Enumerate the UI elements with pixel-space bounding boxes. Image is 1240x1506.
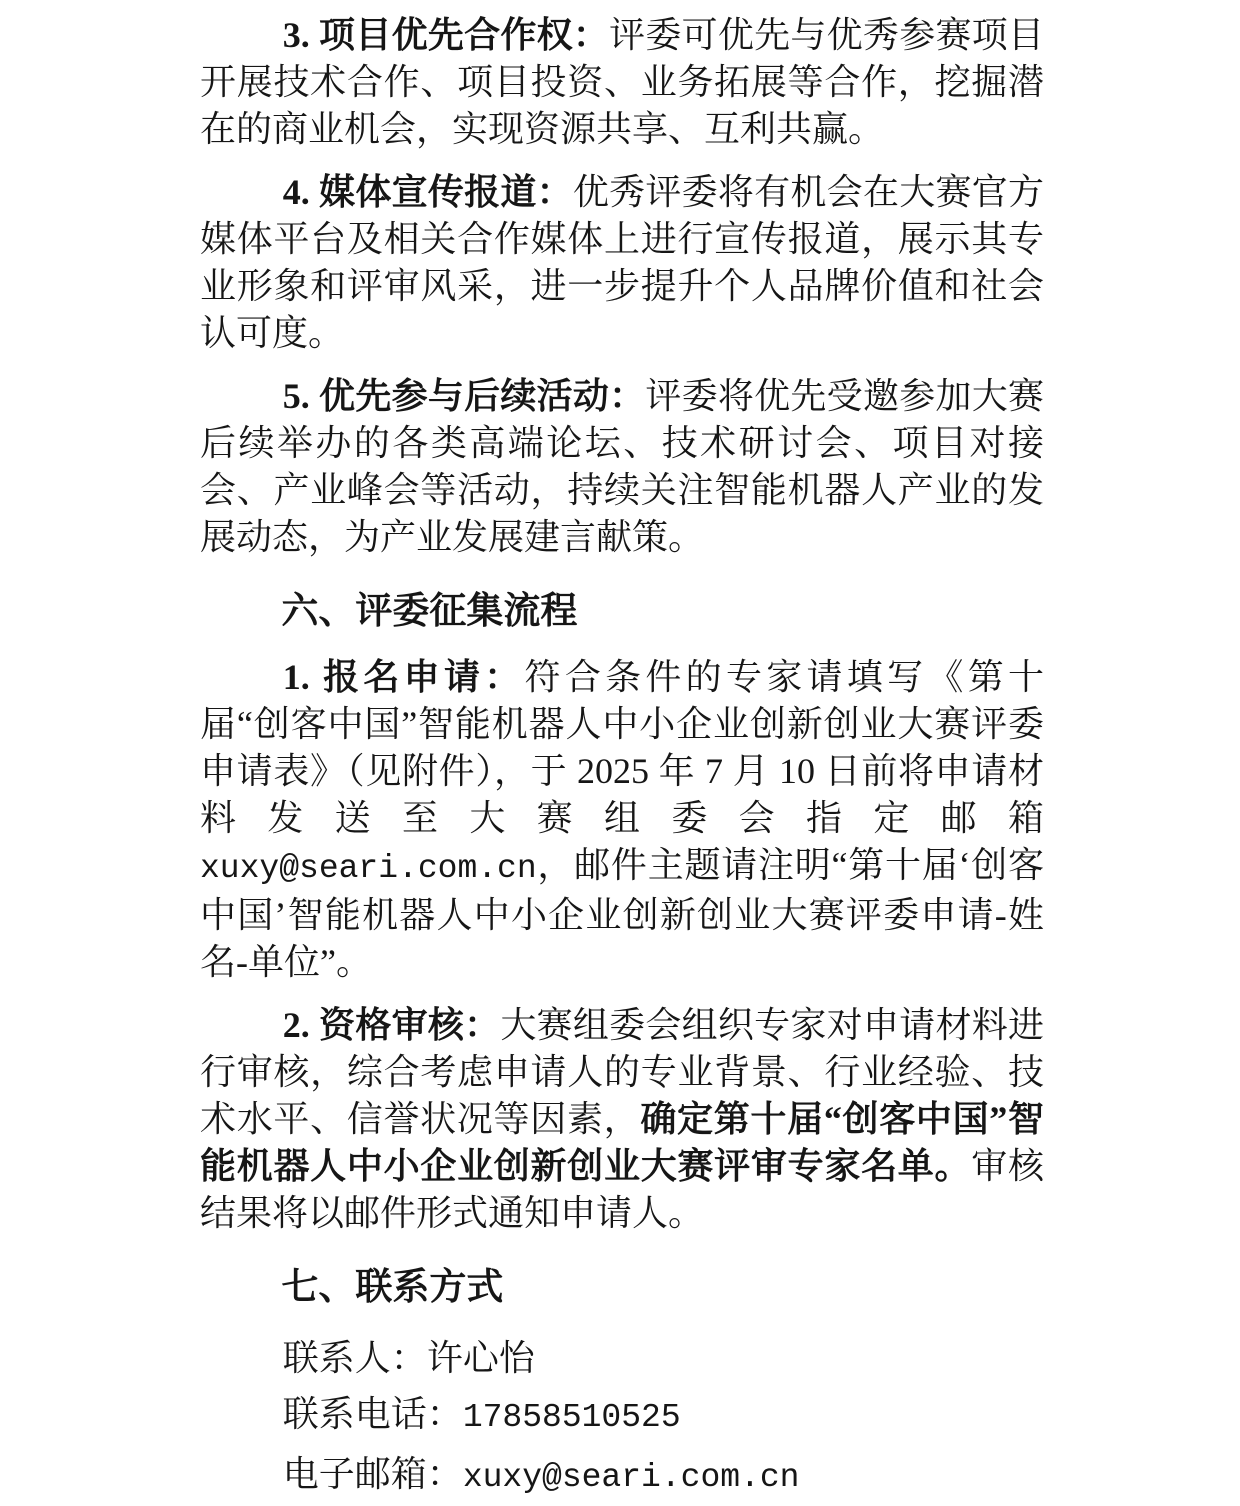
process-item-qualification-review xyxy=(200,1002,1044,1237)
application-email-address: xuxy@seari.com.cn xyxy=(200,850,537,887)
benefit-item-followup-activities xyxy=(200,373,1044,561)
contact-email-line xyxy=(200,1446,1044,1506)
contact-phone-label: 联系电话： xyxy=(282,1394,463,1434)
process-item-qualification-review-text-before: 大赛组委会组织专家对申请材料进行审核，综合考虑申请人的专业背景、行业经验、技术水平、信誉状况等因素， xyxy=(200,1005,1044,1139)
benefit-item-media-coverage-label: 4. 媒体宣传报道： xyxy=(282,172,573,212)
contact-phone-value: 17858510525 xyxy=(462,1399,681,1436)
process-item-application-text-before: 符合条件的专家请填写《第十届“创客中国”智能机器人中小企业创新创业大赛评委申请表》（见附件），于 2025 年 7 月 10 日前将申请材料发送至大赛组委会指定邮箱 xyxy=(200,657,1044,838)
contact-person-label: 联系人： xyxy=(282,1338,427,1378)
process-item-qualification-review-text-after: 审核结果将以邮件形式通知申请人。 xyxy=(200,1146,1044,1233)
section-heading-collection-process: 六、评委征集流程 xyxy=(281,590,578,631)
benefit-item-followup-activities-text: 评委将优先受邀参加大赛后续举办的各类高端论坛、技术研讨会、项目对接会、产业峰会等活动，持续关注智能机器人产业的发展动态，为产业发展建言献策。 xyxy=(200,376,1044,557)
process-item-application-text-after: ，邮件主题请注明“第十届‘创客中国’智能机器人中小企业创新创业大赛评委申请-姓名-单位”。 xyxy=(200,845,1044,982)
process-item-qualification-review-label: 2. 资格审核： xyxy=(282,1005,501,1045)
contact-email-label: 电子邮箱： xyxy=(282,1454,463,1494)
benefit-item-project-cooperation xyxy=(200,12,1044,153)
process-item-qualification-review-bold-text: 确定第十届“创客中国”智能机器人中小企业创新创业大赛评审专家名单。 xyxy=(200,1099,1044,1186)
process-item-application-label: 1. 报名申请： xyxy=(282,657,525,697)
contact-phone-line xyxy=(200,1386,1044,1446)
benefit-item-project-cooperation-label: 3. 项目优先合作权： xyxy=(282,15,610,55)
contact-email-value: xuxy@seari.com.cn xyxy=(462,1459,800,1496)
contact-person-value: 许心怡 xyxy=(426,1338,535,1378)
benefit-item-media-coverage-text: 优秀评委将有机会在大赛官方媒体平台及相关合作媒体上进行宣传报道，展示其专业形象和评审风采，进一步提升个人品牌价值和社会认可度。 xyxy=(200,172,1044,353)
benefit-item-project-cooperation-text: 评委可优先与优秀参赛项目开展技术合作、项目投资、业务拓展等合作，挖掘潜在的商业机会，实现资源共享、互利共赢。 xyxy=(200,15,1044,149)
section-heading-contact: 七、联系方式 xyxy=(281,1266,504,1307)
process-item-application xyxy=(200,654,1044,986)
contact-person-line xyxy=(200,1330,1044,1386)
benefit-item-followup-activities-label: 5. 优先参与后续活动： xyxy=(282,376,646,416)
benefit-item-media-coverage xyxy=(200,169,1044,357)
